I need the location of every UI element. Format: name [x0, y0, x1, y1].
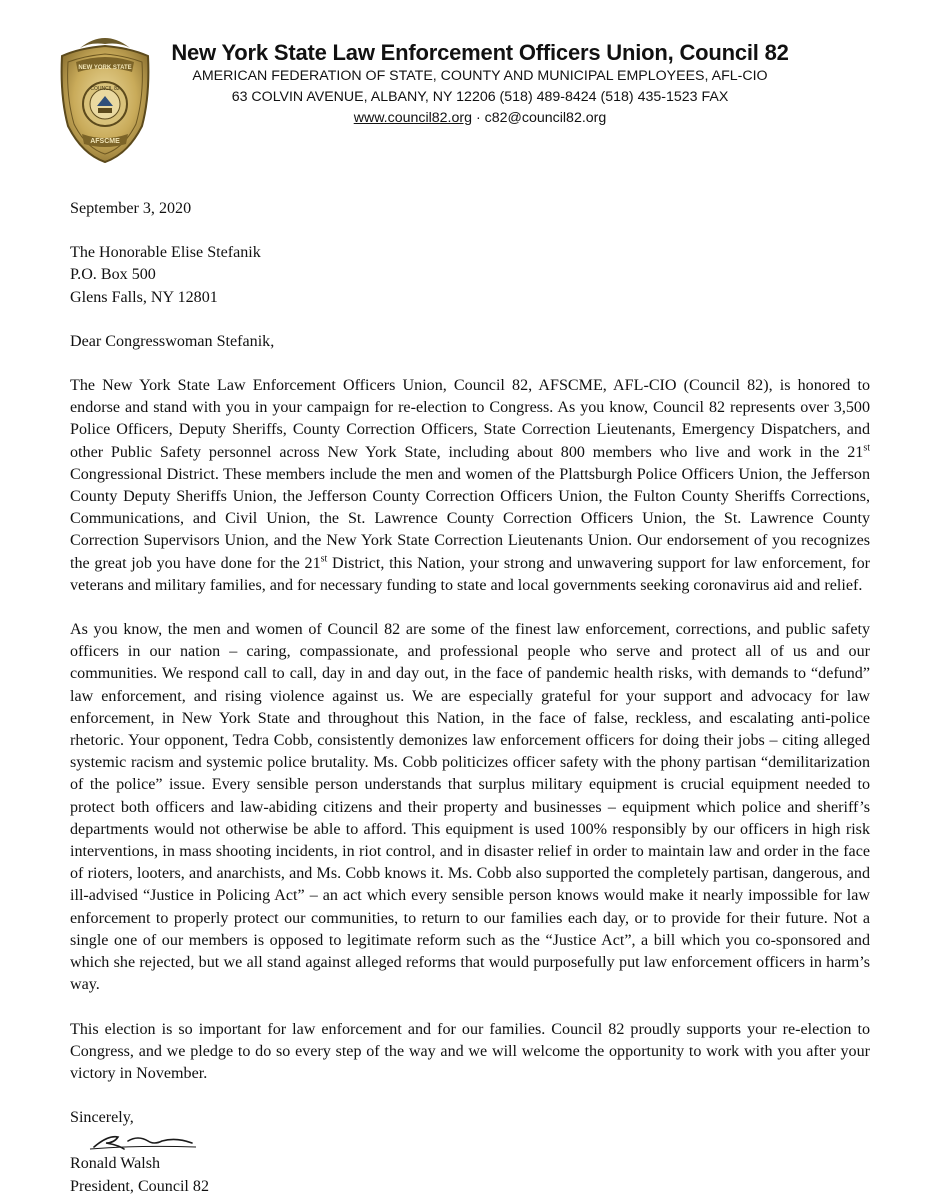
- handwritten-signature: [88, 1129, 198, 1153]
- signer-name: Ronald Walsh: [70, 1155, 161, 1173]
- paragraph-opponent: As you know, the men and women of Council 82 are some of the finest law enforcement, corrections, and public safety officers in our nation – caring, compassionate, and professional people who serve and protect all of us and our communities. We respond call to call, day in and day out, in the face of pandemic health risks, with demands to “defund” law enforcement, and rising violence against us. We are especially grateful for your support and advocacy for law enforcement, in New York State and throughout this Nation, in the face of false, reckless, and escalating anti-police rhetoric. Your opponent, Tedra Cobb, consistently demonizes law enforcement officers for doing their jobs – citing alleged systemic racism and systemic police brutality. Ms. Cobb politicizes officer safety with the phony partisan “demilitarization of the police” issue. Every sensible person understands that surplus military equipment is crucial equipment needed to protect both officers and law-abiding citizens and their property and businesses – equipment which police and sheriff’s departments would not otherwise be able to afford. This equipment is used 100% responsibly by our officers in high risk interventions, in mass shooting incidents, in riot control, and in disaster relief in order to maintain law and order in the face of rioters, looters, and anarchists, and Ms. Cobb knows it. Ms. Cobb also supported the completely partisan, dangerous, and ill-advised “Justice in Policing Act” – an act which every sensible person knows would make it nearly impossible for law enforcement to properly protect our communities, to return to our families each day, or to provide for their future. Not a single one of our members is opposed to legitimate reform such as the “Justice Act”, a bill which you co-sponsored and which she rejected, but we all stand against alleged reforms that would purposefully put law enforcement officers in harm’s way.: [70, 621, 870, 994]
- paragraph-closing-remarks: This election is so important for law enforcement and for our families. Council 82 proudly supports your re-election to Congress, and we pledge to do so every step of the way and we will welcome the opportunity to work with you after your victory in November.: [70, 1020, 870, 1082]
- signer-title: President, Council 82: [70, 1177, 210, 1195]
- mailing-address: 63 COLVIN AVENUE, ALBANY, NY 12206 (518) 489-8424 (518) 435-1523 FAX: [231, 89, 729, 105]
- letterhead: [170, 40, 790, 129]
- letter-body: [70, 198, 870, 1198]
- council82-badge-logo: [50, 26, 160, 166]
- recipient-address-line-1: P.O. Box 500: [70, 266, 156, 284]
- contact-separator: ·: [472, 110, 485, 126]
- contact-line: [170, 108, 790, 129]
- svg-text:NEW YORK STATE: NEW YORK STATE: [78, 65, 132, 71]
- organization-name: New York State Law Enforcement Officers Union, Council 82: [171, 40, 789, 65]
- paragraph-endorsement: The New York State Law Enforcement Officers Union, Council 82, AFSCME, AFL-CIO (Council 82), is honored to endorse and stand with you in your campaign for re-election to Congress. As you know, Council 82 represents over 3,500 Police Officers, Deputy Sheriffs, County Correction Officers, State Correction Lieutenants, Emergency Dispatchers, and other Public Safety personnel across New York State, including about 800 members who live and work in the 21st Congressional District. These members include the men and women of the Plattsburgh Police Officers Union, the Jefferson County Deputy Sheriffs Union, the Jefferson County Correction Officers Union, the Fulton County Sheriffs Corrections, Communications, and Civil Union, the St. Lawrence County Correction Officers Union, the St. Lawrence County Correction Supervisors Union, and the New York State Correction Lieutenants Union. Our endorsement of you recognizes the great job you have done for the 21st District, this Nation, your strong and unwavering support for law enforcement, for veterans and military families, and for necessary funding to state and local governments seeking coronavirus aid and relief.: [70, 377, 870, 594]
- letter-date: September 3, 2020: [70, 200, 192, 217]
- closing: Sincerely,: [70, 1109, 134, 1127]
- email-address[interactable]: c82@council82.org: [484, 110, 607, 126]
- website-link[interactable]: www.council82.org: [353, 110, 472, 126]
- affiliation: AMERICAN FEDERATION OF STATE, COUNTY AND MUNICIPAL EMPLOYEES, AFL-CIO: [192, 68, 768, 84]
- recipient-address-line-2: Glens Falls, NY 12801: [70, 288, 218, 306]
- salutation: Dear Congresswoman Stefanik,: [70, 332, 275, 350]
- recipient-name: The Honorable Elise Stefanik: [70, 244, 261, 262]
- svg-text:COUNCIL 82: COUNCIL 82: [90, 86, 120, 92]
- svg-text:AFSCME: AFSCME: [90, 138, 120, 145]
